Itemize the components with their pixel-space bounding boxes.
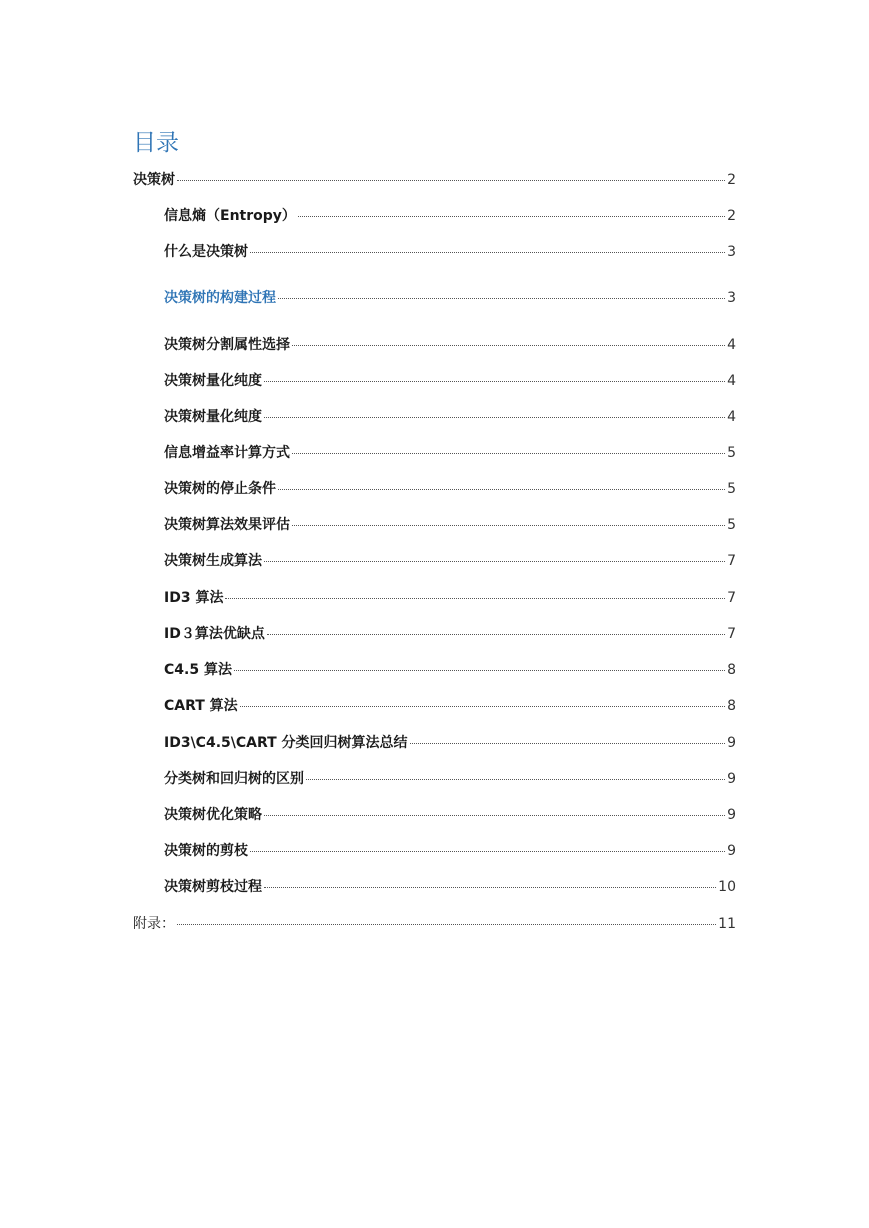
toc-leader-dots xyxy=(292,344,725,346)
toc-entry-optimization[interactable] xyxy=(164,806,736,824)
toc-leader-dots xyxy=(410,742,726,744)
toc-page-number: 8 xyxy=(727,662,736,678)
toc-entry-decision-tree[interactable] xyxy=(133,171,736,189)
toc-page-number: 9 xyxy=(727,843,736,859)
toc-leader-dots xyxy=(306,778,725,780)
toc-leader-dots xyxy=(250,850,725,852)
toc-entry-appendix[interactable] xyxy=(133,915,736,933)
toc-entry-entropy[interactable] xyxy=(164,207,736,225)
toc-leader-dots xyxy=(264,380,725,382)
toc-entry-purity-2[interactable] xyxy=(164,408,736,426)
toc-leader-dots xyxy=(264,814,725,816)
toc-leader-dots xyxy=(240,705,725,707)
toc-page-number: 11 xyxy=(718,916,736,932)
toc-page-number: 7 xyxy=(727,553,736,569)
toc-entry-label: 信息增益率计算方式 xyxy=(164,445,290,461)
toc-entry-label: 决策树分割属性选择 xyxy=(164,337,290,353)
toc-entry-label: 决策树优化策略 xyxy=(164,807,262,823)
toc-entry-label: 决策树量化纯度 xyxy=(164,373,262,389)
toc-leader-dots xyxy=(267,633,725,635)
toc-leader-dots xyxy=(234,669,725,671)
toc-entry-c45[interactable] xyxy=(164,661,736,679)
toc-page-number: 4 xyxy=(727,373,736,389)
toc-entry-label: 分类树和回归树的区别 xyxy=(164,771,304,787)
toc-entry-label: 决策树算法效果评估 xyxy=(164,517,290,533)
toc-leader-dots xyxy=(298,215,725,217)
toc-leader-dots xyxy=(278,488,725,490)
toc-entry-label: 决策树 xyxy=(133,172,175,188)
toc-page-number: 7 xyxy=(727,626,736,642)
toc-entry-label: 信息熵（Entropy） xyxy=(164,208,296,224)
toc-entry-label: 决策树的停止条件 xyxy=(164,481,276,497)
toc-entry-label: 什么是决策树 xyxy=(164,244,248,260)
toc-entry-label: CART 算法 xyxy=(164,698,238,714)
toc-title: 目录 xyxy=(133,130,179,156)
toc-entry-cart[interactable] xyxy=(164,697,736,715)
toc-page-number: 2 xyxy=(727,172,736,188)
toc-entry-label: C4.5 算法 xyxy=(164,662,232,678)
toc-page-number: 2 xyxy=(727,208,736,224)
toc-page-number: 3 xyxy=(727,290,736,306)
toc-leader-dots xyxy=(264,560,725,562)
toc-leader-dots xyxy=(225,597,725,599)
toc-entry-stop-condition[interactable] xyxy=(164,480,736,498)
toc-page-number: 9 xyxy=(727,735,736,751)
toc-entry-label: 决策树的构建过程 xyxy=(164,290,276,306)
toc-page-number: 5 xyxy=(727,517,736,533)
toc-page-number: 10 xyxy=(718,879,736,895)
toc-leader-dots xyxy=(278,297,725,299)
toc-entry-build-process[interactable] xyxy=(164,289,736,307)
toc-leader-dots xyxy=(292,524,725,526)
toc-page-number: 4 xyxy=(727,409,736,425)
toc-page-number: 5 xyxy=(727,445,736,461)
toc-page-number: 9 xyxy=(727,771,736,787)
toc-entry-gain-ratio[interactable] xyxy=(164,444,736,462)
toc-leader-dots xyxy=(177,923,716,925)
toc-leader-dots xyxy=(264,886,716,888)
toc-entry-pruning-process[interactable] xyxy=(164,878,736,896)
toc-entry-label: ID３算法优缺点 xyxy=(164,626,265,642)
toc-page-number: 3 xyxy=(727,244,736,260)
toc-entry-pruning[interactable] xyxy=(164,842,736,860)
toc-page-number: 5 xyxy=(727,481,736,497)
toc-entry-label: 附录： xyxy=(133,916,175,932)
toc-entry-label: ID3 算法 xyxy=(164,590,224,606)
toc-entry-classification-vs-regression[interactable] xyxy=(164,770,736,788)
toc-entry-label: ID3\C4.5\CART 分类回归树算法总结 xyxy=(164,735,408,751)
toc-entry-generation-algorithms[interactable] xyxy=(164,552,736,570)
toc-entry-label: 决策树的剪枝 xyxy=(164,843,248,859)
toc-entry-label: 决策树量化纯度 xyxy=(164,409,262,425)
toc-leader-dots xyxy=(250,251,725,253)
toc-entry-id3-pros-cons[interactable] xyxy=(164,625,736,643)
toc-entry-split-attribute[interactable] xyxy=(164,336,736,354)
toc-page-number: 4 xyxy=(727,337,736,353)
toc-entry-purity-1[interactable] xyxy=(164,372,736,390)
toc-entry-label: 决策树剪枝过程 xyxy=(164,879,262,895)
toc-entry-what-is-decision-tree[interactable] xyxy=(164,243,736,261)
toc-page-number: 8 xyxy=(727,698,736,714)
toc-page-number: 9 xyxy=(727,807,736,823)
toc-leader-dots xyxy=(292,452,725,454)
toc-entry-algorithm-summary[interactable] xyxy=(164,734,736,752)
toc-leader-dots xyxy=(177,179,725,181)
toc-entry-id3[interactable] xyxy=(164,589,736,607)
toc-leader-dots xyxy=(264,416,725,418)
toc-entry-evaluation[interactable] xyxy=(164,516,736,534)
toc-page-number: 7 xyxy=(727,590,736,606)
toc-entry-label: 决策树生成算法 xyxy=(164,553,262,569)
